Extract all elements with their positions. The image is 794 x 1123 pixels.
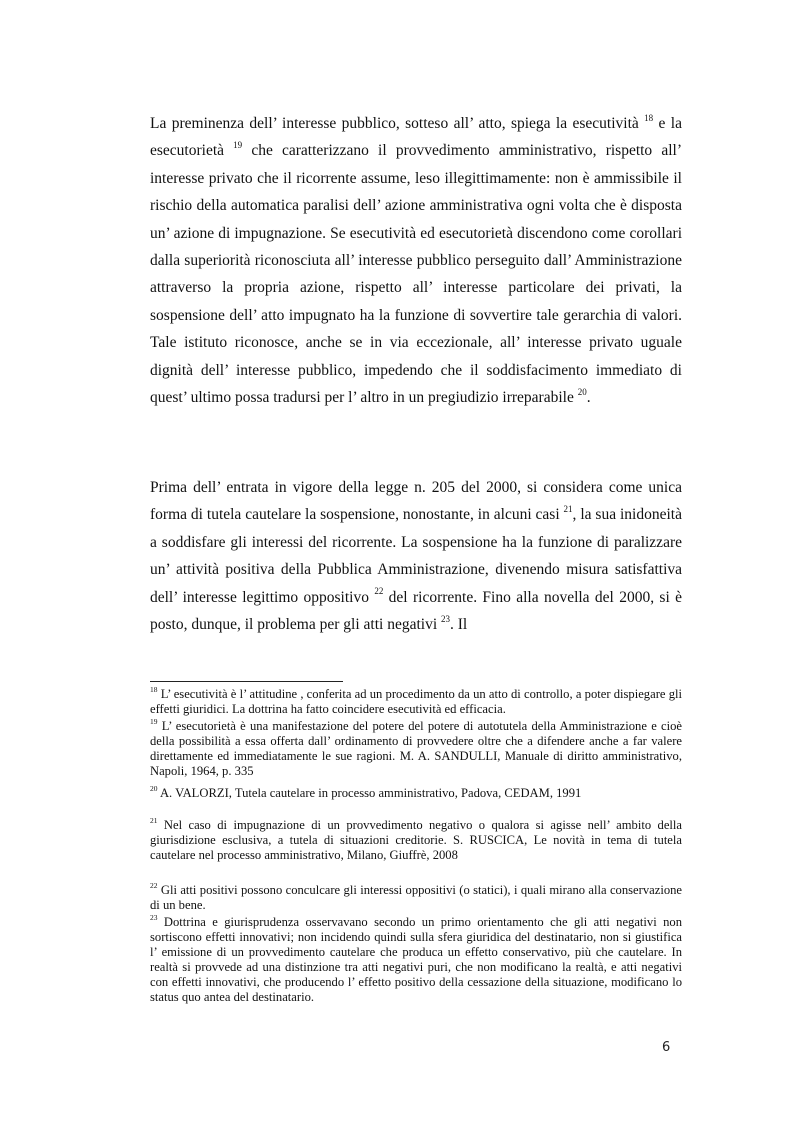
footnote-23 xyxy=(150,912,682,1006)
paragraph-text: La preminenza dell’ interesse pubblico, sotteso all’ atto, spiega la esecutività xyxy=(150,115,645,132)
footnote-number: 20 xyxy=(150,783,158,793)
body-paragraph-1 xyxy=(150,110,682,411)
footnote-number: 21 xyxy=(150,815,158,825)
footnote-text: Gli atti positivi possono conculcare gli interessi oppositivi (o statici), i quali mirano alla conservazione di un bene. xyxy=(150,883,682,913)
footnote-ref-22[interactable]: 22 xyxy=(374,586,384,597)
paragraph-text: del ricorrente. Fino alla novella del 2000, si è posto, dunque, il problema per gli atti negativi xyxy=(150,588,683,634)
paragraph-text: Prima dell’ entrata in vigore della legge n. 205 del 2000, si considera come unica forma di tutela cautelare la sospensione, nonostante, in alcuni casi xyxy=(150,479,682,524)
footnote-number: 22 xyxy=(150,880,158,890)
footnote-separator xyxy=(150,681,343,682)
footnote-ref-23[interactable]: 23 xyxy=(441,613,450,624)
footnote-ref-19[interactable]: 19 xyxy=(233,140,243,151)
footnote-number: 23 xyxy=(150,912,158,922)
footnote-text: Dottrina e giurisprudenza osservavano secondo un primo orientamento che gli atti negativi non sortiscono effetti innovativi; non incidendo quindi sulla sfera giuridica del destinatario, non si giustifica l’ emissione di un provvedimento cautelare che produca un effetto conservativo, più che cautelare. In realtà si provvede ad una distinzione tra atti negativi puri, che non modificano la realtà, e atti negativi con effetti innovativi, che producendo l’ effetto positivo della cessazione della situazione, modificano lo status quo antea del destinatario. xyxy=(150,915,682,1005)
footnote-ref-18[interactable]: 18 xyxy=(644,112,654,123)
footnote-ref-20[interactable]: 20 xyxy=(577,386,587,397)
page-number: 6 xyxy=(662,1040,671,1055)
paragraph-text: e la esecutorietà xyxy=(150,115,682,160)
footnote-text: L’ esecutorietà è una manifestazione del potere del potere di autotutela della Amministrazione e cioè della possibilità a essa offerta dall’ ordinamento di provvedere oltre che a difendere anche a far valere direttamente ed immediatamente le sue ragioni. M. A. SANDULLI, Manuale di diritto amministrativo, Napoli, 1964, p. 335 xyxy=(150,719,682,779)
paragraph-text: . xyxy=(586,389,591,407)
paragraph-text: che caratterizzano il provvedimento amministrativo, rispetto all’ interesse privato che il ricorrente assume, leso illegittimamente: non è ammissibile il rischio della automatica paralisi dell’ azione amministrativa ogni volta che è disposta un’ azione di impugnazione. Se esecutività ed esecutorietà discendono come corollari dalla superiorità riconosciuta all’ interesse pubblico perseguito dall’ Amministrazione attraverso la propria azione, rispetto all’ interesse particolare dei privati, la sospensione dell’ atto impugnato ha la funzione di sovvertire tale gerarchia di valori. Tale istituto riconosce, anche se in via eccezionale, all’ interesse privato uguale dignità dell’ interesse pubblico, impedendo che il soddisfacimento immediato di quest’ ultimo possa tradursi per l’ altro in un pregiudizio irreparabile xyxy=(150,142,682,407)
footnote-number: 19 xyxy=(150,716,158,726)
footnote-22 xyxy=(150,880,682,913)
paragraph-text: , la sua inidoneità a soddisfare gli interessi del ricorrente. La sospensione ha la funzione di paralizzare un’ attività positiva della Pubblica Amministrazione, divenendo misura satisfattiva dell’ interesse legittimo oppositivo xyxy=(150,506,682,606)
paragraph-text: . Il xyxy=(450,616,468,634)
footnote-ref-21[interactable]: 21 xyxy=(563,504,573,515)
footnote-text: L’ esecutività è l’ attitudine , conferita ad un procedimento da un atto di controllo, a poter dispiegare gli effetti giuridici. La dottrina ha fatto coincidere esecutività ed efficacia. xyxy=(150,687,682,717)
footnote-21 xyxy=(150,815,682,863)
footnote-text: A. VALORZI, Tutela cautelare in processo amministrativo, Padova, CEDAM, 1991 xyxy=(157,786,582,800)
footnote-19 xyxy=(150,716,682,779)
body-paragraph-2 xyxy=(150,474,682,638)
footnote-20 xyxy=(150,783,682,801)
footnote-number: 18 xyxy=(150,684,158,694)
footnote-text: Nel caso di impugnazione di un provvedimento negativo o qualora si agisse nell’ ambito della giurisdizione esclusiva, a tutela di situazioni creditorie. S. RUSCICA, Le novità in tema di tutela cautelare nel processo amministrativo, Milano, Giuffrè, 2008 xyxy=(150,818,682,863)
footnote-18 xyxy=(150,684,682,717)
